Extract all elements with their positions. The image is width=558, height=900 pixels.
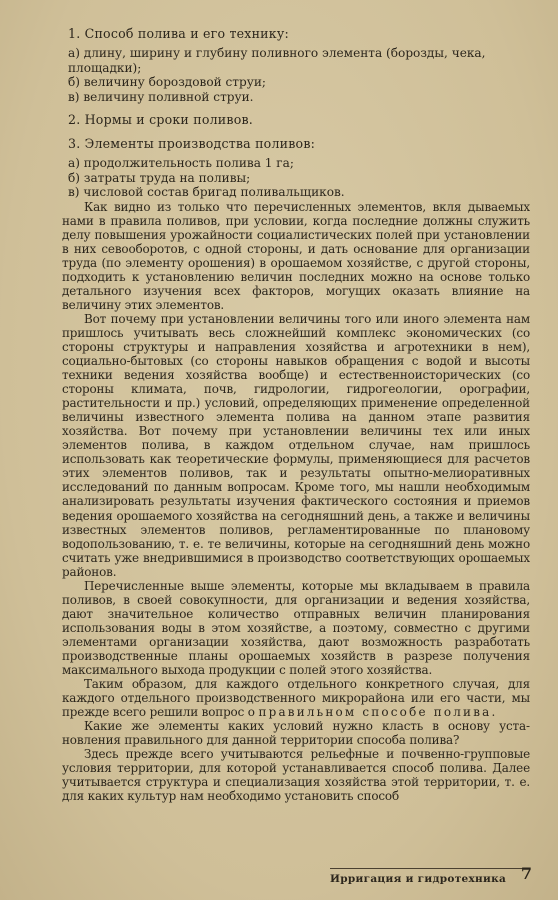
section-3 [62,136,530,200]
section-1-item-a: а) длину, ширину и глубину поливного элемента (борозды, чека, площадки); [68,46,486,75]
paragraph-4-emphasis: правильном способе полива [258,705,492,720]
paragraph-1: Как видно из только что перечисленных элементов, вкля дываемых нами в правила поливов, при условии, когда последние должны служить делу повышения урожайности социалистических полей при установлении в них севооборотов, с одной стороны, и дать основание для организации труда (по элементу орошения) в орошаемом хозяйстве, с другой стороны, подходить к установлению величин последних можно на основе только детального изучения всех факторов, могущих оказать влияние на величину этих элементов. [62,199,530,312]
section-2-heading: 2. Нормы и сроки поливов. [68,112,253,127]
paragraph-3: Перечисленные выше элементы, которые мы вкладываем в правила поливов, в своей совокупности, для организации и ведения хозяйства, дают значительное количество отправных величин планирования использования воды в этом хозяйстве, а поэтому, совместно с другими элементами организации хозяйства, дают возможность разработать производственные планы орошаемых хозяйств в разрезе получения максимального выхода продукции с полей этого хозяйства. [62,578,530,678]
section-1-item-c: в) величину поливной струи. [68,89,254,104]
running-footer: Ирригация и гидротехника [330,868,530,885]
section-3-heading: 3. Элементы производства поливов: [68,136,316,151]
paragraph-2: Вот почему при установлении величины того или иного элемента нам пришлось учитывать весь сложнейший комплекс экономических (со стороны структуры и направления хозяйства и агротехники в нем), социально-бытовых (со стороны навыков обращения с водой и высоты техники ведения хозяйства вообще) и естественноисторических (со стороны климата, почв, гидрологии, гидрогеологии, орографии, растительности и пр.) условий, определяющих применение определенной величины известного элемента полива на данном этапе развития хозяйства. Вот почему при установлении величины тех или иных элементов полива, в каждом отдельном случае, нам пришлось использовать как теоретические формулы, применяющиеся для расчетов этих элементов поливов, так и результаты опытно-мелиоративных исследований по данным вопросам. Кроме того, мы нашли необходимым анализировать результаты изучения фактического состояния и приемов ведения орошаемого хозяйства на сегодняшний день, а также и величины известных элементов поливов, регламентированные по плановому водопользованию, т. е. те величины, которые на сегодняшний день можно считать уже внедрившимися в производство соответствующих орошаемых районов. [62,311,530,579]
paragraph-4-start: Таким образом, для каждого отдельного конкретного случая, для каждого отдельного производственного микрорайона или его части, мы прежде всего решили вопрос о [62,677,530,720]
section-3-item-b: б) затраты труда на поливы; [68,170,251,185]
section-1-heading: 1. Способ полива и его технику: [68,26,289,41]
section-3-item-c: в) числовой состав бригад поливальщиков. [68,185,345,199]
section-1 [62,26,530,104]
paragraph-4-end: . [491,705,496,720]
paragraph-5: Какие же элементы каких условий нужно класть в основу установления правильного для данной территории способа полива? [62,719,530,748]
section-2 [62,112,530,128]
paragraph-4 [62,677,530,719]
page-number: 7 [520,864,532,883]
paragraph-6: Здесь прежде всего учитываются рельефные и почвенно-групповые условия территории, для которой устанавливается способ полива. Далее учитывается структура и специализация хозяйства этой территории, т. е. для каких культур нам необходимо установить способ [62,747,530,804]
section-3-item-a: а) продолжительность полива 1 га; [68,156,294,170]
section-1-item-b: б) величину бороздовой струи; [68,75,266,89]
